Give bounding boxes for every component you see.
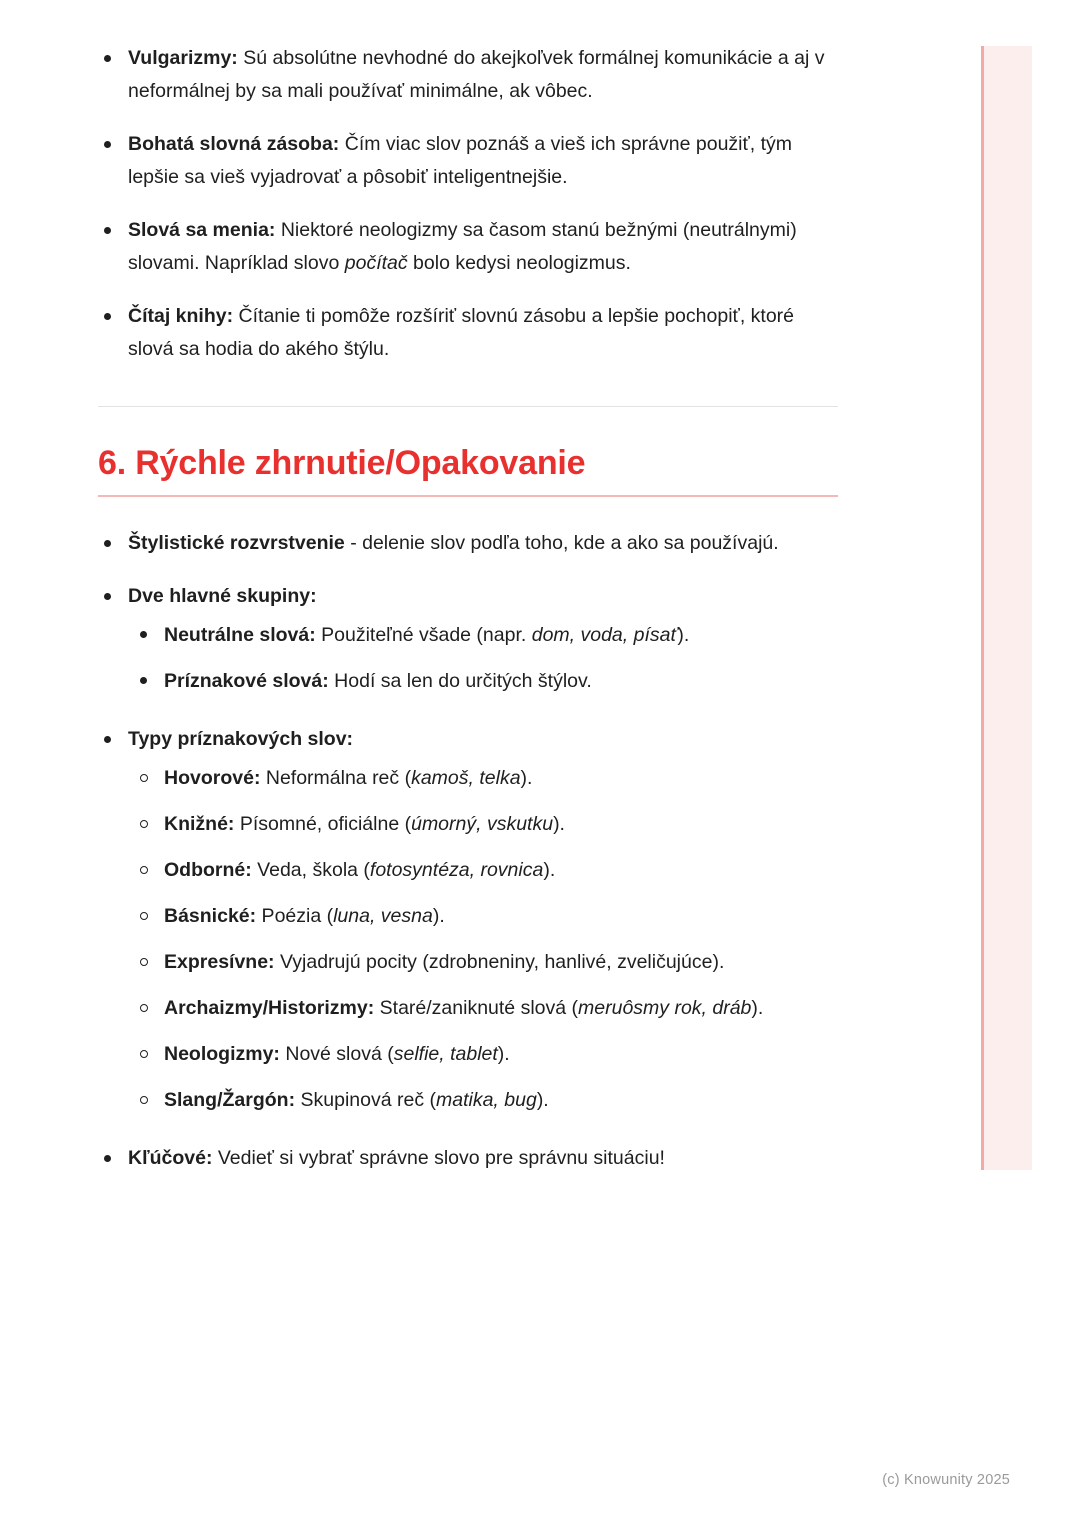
summary-bullet-list bbox=[90, 527, 830, 1175]
list-item-term: Slová sa menia: bbox=[128, 219, 276, 241]
list-item bbox=[90, 214, 830, 280]
section-heading-rule bbox=[98, 495, 838, 497]
list-item bbox=[90, 128, 830, 194]
copyright-notice: (c) Knowunity 2025 bbox=[882, 1472, 1010, 1488]
list-item bbox=[90, 1142, 830, 1175]
sub-list-item-emphasis: úmorný, vskutku bbox=[411, 813, 554, 835]
list-item-term: Kľúčové: bbox=[128, 1147, 213, 1169]
list-item-term: Štylistické rozvrstvenie bbox=[128, 532, 345, 554]
list-item-text: Čím viac slov poznáš a vieš ich správne použiť, tým lepšie sa vieš vyjadrovať a pôsobiť inteligentnejšie. bbox=[128, 133, 793, 188]
list-item-text: Niektoré neologizmy sa časom stanú bežnými (neutrálnymi) slovami. Napríklad slovo bbox=[128, 219, 797, 274]
sub-list-item-emphasis: selfie, tablet bbox=[393, 1043, 498, 1065]
sub-list-item-emphasis: meruôsmy rok, dráb bbox=[578, 997, 752, 1019]
sub-list-item bbox=[128, 992, 830, 1024]
sub-list-item-emphasis: fotosyntéza, rovnica bbox=[369, 859, 544, 881]
sub-list-item bbox=[128, 946, 830, 978]
sub-list-item-text-after: ). bbox=[536, 1089, 549, 1111]
sub-list-item-term: Neutrálne slová: bbox=[164, 624, 316, 646]
sub-list-item-emphasis: dom, voda, písať bbox=[531, 624, 678, 646]
sub-list-item bbox=[128, 1038, 830, 1070]
sub-list-item bbox=[128, 665, 830, 697]
sub-list-item-text: Poézia ( bbox=[256, 905, 334, 927]
sub-list-item-term: Básnické: bbox=[164, 905, 257, 927]
list-item-text: Sú absolútne nevhodné do akejkoľvek formálnej komunikácie a aj v neformálnej by sa mali používať minimálne, ak vôbec. bbox=[128, 47, 825, 102]
list-item-term: Bohatá slovná zásoba: bbox=[128, 133, 340, 155]
sub-list-item-text: Skupinová reč ( bbox=[295, 1089, 436, 1111]
sub-list-item-term: Príznakové slová: bbox=[164, 670, 329, 692]
list-item-emphasis: počítač bbox=[344, 252, 408, 274]
sub-list-item-term: Expresívne: bbox=[164, 951, 275, 973]
list-item-text: - delenie slov podľa toho, kde a ako sa používajú. bbox=[344, 532, 779, 554]
sub-list-item-text: Nové slová ( bbox=[279, 1043, 394, 1065]
sub-list-item-text: Veda, škola ( bbox=[251, 859, 370, 881]
sub-list-item-text: Písomné, oficiálne ( bbox=[234, 813, 412, 835]
sub-list-item-term: Archaizmy/Historizmy: bbox=[164, 997, 375, 1019]
sub-list-item-emphasis: luna, vesna bbox=[333, 905, 433, 927]
section-heading: 6. Rýchle zhrnutie/Opakovanie bbox=[98, 444, 586, 482]
sub-list-item bbox=[128, 808, 830, 840]
list-item-text-after: bolo kedysi neologizmus. bbox=[407, 252, 631, 274]
sub-list-item-term: Knižné: bbox=[164, 813, 235, 835]
sub-list-item-text: Hodí sa len do určitých štýlov. bbox=[328, 670, 592, 692]
sub-list-item-text-after: ). bbox=[432, 905, 445, 927]
list-item-term: Typy príznakových slov: bbox=[128, 728, 354, 750]
sub-list-item-term: Odborné: bbox=[164, 859, 252, 881]
sub-list-item-text: Použiteľné všade (napr. bbox=[315, 624, 532, 646]
sub-list-types bbox=[128, 762, 830, 1116]
sub-list-item-text-after: ). bbox=[553, 813, 565, 835]
sub-list-item bbox=[128, 619, 830, 651]
list-item bbox=[90, 723, 830, 1116]
list-item-text: Čítanie ti pomôže rozšíriť slovnú zásobu a lepšie pochopiť, ktoré slová sa hodia do akého štýlu. bbox=[128, 305, 795, 360]
sub-list-item-term: Neologizmy: bbox=[164, 1043, 280, 1065]
sub-list-item bbox=[128, 854, 830, 886]
sub-list-item bbox=[128, 1084, 830, 1116]
sub-list-item-text: Neformálna reč ( bbox=[260, 767, 412, 789]
section-divider bbox=[98, 406, 838, 407]
sub-list-item-text: Staré/zaniknuté slová ( bbox=[374, 997, 579, 1019]
sub-list-item-term: Hovorové: bbox=[164, 767, 261, 789]
sub-list-item-text-after: ). bbox=[751, 997, 764, 1019]
sub-list-item bbox=[128, 762, 830, 794]
list-item bbox=[90, 527, 830, 560]
list-item bbox=[90, 300, 830, 366]
list-item-term: Čítaj knihy: bbox=[128, 305, 234, 327]
sub-list-item-emphasis: kamoš, telka bbox=[411, 767, 521, 789]
list-item-term: Vulgarizmy: bbox=[128, 47, 238, 69]
list-item-text: Vedieť si vybrať správne slovo pre správnu situáciu! bbox=[212, 1147, 665, 1169]
sub-list bbox=[128, 619, 830, 697]
sub-list-item-text-after: ). bbox=[543, 859, 556, 881]
list-item bbox=[90, 580, 830, 697]
sub-list-item-text-after: ). bbox=[497, 1043, 510, 1065]
list-item-term: Dve hlavné skupiny: bbox=[128, 585, 317, 607]
sub-list-item-emphasis: matika, bug bbox=[436, 1089, 537, 1111]
sub-list-item bbox=[128, 900, 830, 932]
sub-list-item-term: Slang/Žargón: bbox=[164, 1089, 296, 1111]
intro-bullet-list bbox=[90, 42, 830, 366]
list-item bbox=[90, 42, 830, 108]
sub-list-item-text-after: ). bbox=[520, 767, 533, 789]
sub-list-item-text: Vyjadrujú pocity (zdrobneniny, hanlivé, zveličujúce). bbox=[274, 951, 725, 973]
sub-list-item-text-after: ). bbox=[677, 624, 690, 646]
